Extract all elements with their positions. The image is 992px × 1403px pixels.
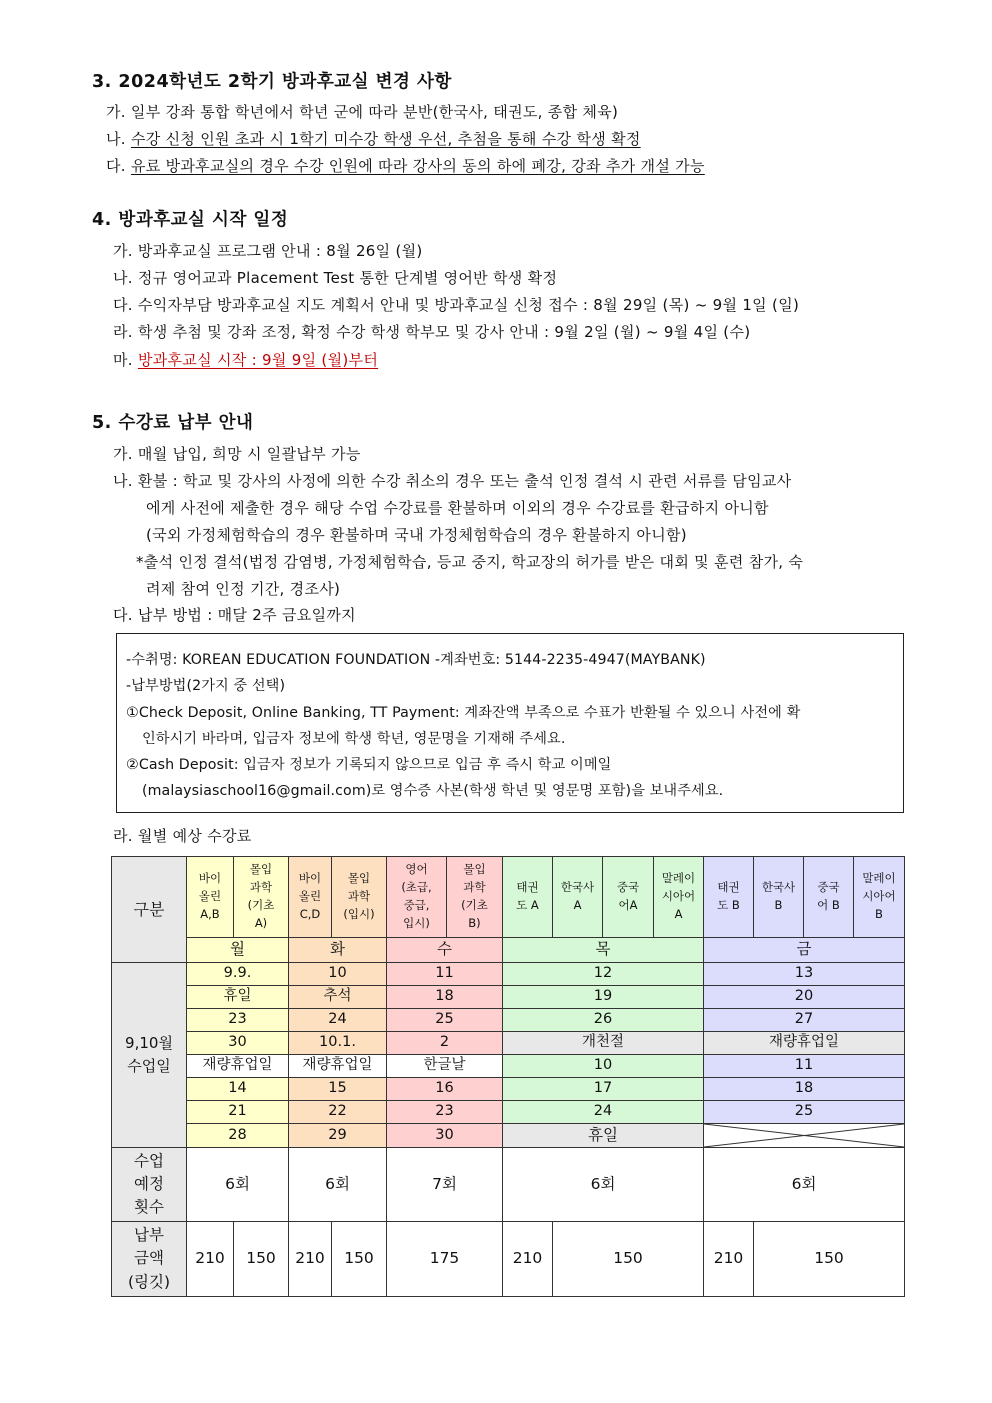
- payee-account-line: -수취명: KOREAN EDUCATION FOUNDATION -계좌번호: 5144-2235-4947(MAYBANK): [126, 652, 706, 668]
- date-cell: 14: [187, 1078, 289, 1101]
- method-2-cont: (malaysiaschool16@gmail.com)로 영수증 사본(학생 학년 및 영문명 포함)을 보내주세요.: [142, 783, 724, 799]
- course-taekwondo-a: 태권 도 A: [503, 857, 553, 938]
- s4-item-da: 다. 수익자부담 방과후교실 지도 계획서 안내 및 방과후교실 신청 접수 : 8월 29일 (목) ~ 9월 1일 (일): [113, 296, 800, 314]
- date-cell: 23: [387, 1101, 503, 1124]
- session-count-row: [112, 1148, 905, 1222]
- fee-schedule-table: [111, 856, 905, 1297]
- date-cell: 26: [503, 1009, 704, 1032]
- fee-cell: 210: [503, 1222, 553, 1297]
- session-count-mon: 6회: [187, 1148, 289, 1222]
- date-cell: 23: [187, 1009, 289, 1032]
- s5-item-na-cont: 에게 사전에 제출한 경우 해당 수업 수강료를 환불하며 이외의 경우 수강료를 환급하지 아니함: [146, 499, 769, 517]
- course-violin-ab: 바이 올린 A,B: [187, 857, 234, 938]
- session-count-thu: 6회: [503, 1148, 704, 1222]
- s3-item-da-text: 유료 방과후교실의 경우 수강 인원에 따라 강사의 동의 하에 폐강, 강좌 추가 개설 가능: [130, 157, 705, 175]
- table-caption: 라. 월별 예상 수강료: [113, 827, 252, 845]
- date-cell: 13: [704, 963, 905, 986]
- session-count-fri: 6회: [704, 1148, 905, 1222]
- date-row: [112, 1055, 905, 1078]
- course-korean-history-a: 한국사 A: [553, 857, 603, 938]
- s3-item-na: [106, 128, 641, 149]
- date-cell: 10: [503, 1055, 704, 1078]
- section-5-title: 5. 수강료 납부 안내: [92, 413, 254, 433]
- session-count-tue: 6회: [289, 1148, 387, 1222]
- date-cell-holiday: 재량휴업일: [704, 1032, 905, 1055]
- date-cell: 25: [387, 1009, 503, 1032]
- date-cell: 25: [704, 1101, 905, 1124]
- date-row: [112, 1101, 905, 1124]
- date-cell: 30: [387, 1124, 503, 1148]
- day-fri: 금: [704, 938, 905, 963]
- fee-row: [112, 1222, 905, 1297]
- fee-label: 납부 금액 (링깃): [112, 1222, 187, 1297]
- s4-item-ma-prefix: 마.: [113, 351, 138, 369]
- s5-item-na: 나. 환불 : 학교 및 강사의 사정에 의한 수강 취소의 경우 또는 출석 인정 결석 시 관련 서류를 담임교사: [113, 472, 792, 490]
- date-cell: 휴일: [187, 986, 289, 1009]
- course-violin-cd: 바이 올린 C,D: [289, 857, 332, 938]
- fee-cell: 210: [187, 1222, 234, 1297]
- date-cell-holiday: 재량휴업일: [187, 1055, 289, 1078]
- date-cell: 10: [289, 963, 387, 986]
- course-english: 영어 (초급, 중급, 입시): [387, 857, 447, 938]
- fee-cell: 210: [704, 1222, 754, 1297]
- section-4-title: 4. 방과후교실 시작 일정: [92, 210, 289, 230]
- s4-item-ga: 가. 방과후교실 프로그램 안내 : 8월 26일 (월): [113, 242, 423, 260]
- fee-cell: 210: [289, 1222, 332, 1297]
- date-row: [112, 1124, 905, 1148]
- dates-label: 9,10월 수업일: [112, 963, 187, 1148]
- method-1-line: ①Check Deposit, Online Banking, TT Payment: 계좌잔액 부족으로 수표가 반환될 수 있으니 사전에 확: [126, 705, 801, 721]
- s3-item-da-prefix: 다.: [106, 157, 131, 175]
- date-row: [112, 986, 905, 1009]
- date-cell: 12: [503, 963, 704, 986]
- payment-methods-line: -납부방법(2가지 중 선택): [126, 678, 286, 694]
- date-cell: 11: [387, 963, 503, 986]
- course-chinese-a: 중국 어A: [603, 857, 654, 938]
- day-mon: 월: [187, 938, 289, 963]
- date-cell: 28: [187, 1124, 289, 1148]
- date-row: [112, 963, 905, 986]
- course-taekwondo-b: 태권 도 B: [704, 857, 754, 938]
- session-count-wed: 7회: [387, 1148, 503, 1222]
- date-row: [112, 1078, 905, 1101]
- date-cell: 16: [387, 1078, 503, 1101]
- s4-item-ma-text: 방과후교실 시작 : 9월 9일 (월)부터: [137, 351, 379, 369]
- date-cell: 10.1.: [289, 1032, 387, 1055]
- day-thu: 목: [503, 938, 704, 963]
- fee-cell: 150: [553, 1222, 704, 1297]
- date-cell-holiday: 한글날: [387, 1055, 503, 1078]
- date-cell: 24: [289, 1009, 387, 1032]
- date-cell: 18: [387, 986, 503, 1009]
- corner-header: 구분: [112, 857, 187, 963]
- course-science-entrance: 몰입 과학 (입시): [332, 857, 387, 938]
- payment-info-box: [116, 633, 904, 813]
- s5-item-da: 다. 납부 방법 : 매달 2주 금요일까지: [113, 606, 356, 624]
- empty-crossed-cell: [704, 1124, 905, 1148]
- s4-item-ma: [113, 349, 378, 370]
- s4-item-ra: 라. 학생 추첨 및 강좌 조정, 확정 수강 학생 학부모 및 강사 안내 : 9월 2일 (월) ~ 9월 4일 (수): [113, 323, 751, 341]
- fee-cell: 150: [234, 1222, 289, 1297]
- day-header-row: [112, 938, 905, 963]
- s5-item-star: *출석 인정 결석(법정 감염병, 가정체험학습, 등교 중지, 학교장의 허가를 받은 대회 및 훈련 참가, 숙: [136, 553, 804, 571]
- s3-item-da: [106, 155, 705, 176]
- s3-item-na-prefix: 나.: [106, 130, 131, 148]
- date-cell: 2: [387, 1032, 503, 1055]
- cross-out-mark: [704, 1124, 904, 1147]
- date-cell-holiday: 재량휴업일: [289, 1055, 387, 1078]
- course-science-basic-a: 몰입 과학 (기초 A): [234, 857, 289, 938]
- date-cell: 11: [704, 1055, 905, 1078]
- s5-item-na-note: (국외 가정체험학습의 경우 환불하며 국내 가정체험학습의 경우 환불하지 아니함): [146, 526, 687, 544]
- date-cell: 추석: [289, 986, 387, 1009]
- day-tue: 화: [289, 938, 387, 963]
- day-wed: 수: [387, 938, 503, 963]
- fee-cell: 150: [332, 1222, 387, 1297]
- date-row: [112, 1032, 905, 1055]
- date-row: [112, 1009, 905, 1032]
- session-count-label: 수업 예정 횟수: [112, 1148, 187, 1222]
- s4-item-na: 나. 정규 영어교과 Placement Test 통한 단계별 영어반 학생 확정: [113, 269, 558, 287]
- fee-cell: 150: [754, 1222, 905, 1297]
- date-cell: 17: [503, 1078, 704, 1101]
- section-3-title: 3. 2024학년도 2학기 방과후교실 변경 사항: [92, 72, 452, 92]
- date-cell: 29: [289, 1124, 387, 1148]
- fee-cell: 175: [387, 1222, 503, 1297]
- date-cell: 22: [289, 1101, 387, 1124]
- date-cell: 19: [503, 986, 704, 1009]
- course-header-row: [112, 857, 905, 938]
- date-cell-holiday: 개천절: [503, 1032, 704, 1055]
- course-science-basic-b: 몰입 과학 (기초 B): [447, 857, 503, 938]
- date-cell: 18: [704, 1078, 905, 1101]
- course-malay-a: 말레이 시아어 A: [654, 857, 704, 938]
- course-chinese-b: 중국 어 B: [804, 857, 854, 938]
- course-korean-history-b: 한국사 B: [754, 857, 804, 938]
- date-cell: 30: [187, 1032, 289, 1055]
- date-cell: 20: [704, 986, 905, 1009]
- date-cell: 9.9.: [187, 963, 289, 986]
- s3-item-ga: 가. 일부 강좌 통합 학년에서 학년 군에 따라 분반(한국사, 태권도, 종합 체육): [106, 103, 619, 121]
- date-cell-holiday: 휴일: [503, 1124, 704, 1148]
- s5-item-ga: 가. 매월 납입, 희망 시 일괄납부 가능: [113, 445, 361, 463]
- date-cell: 27: [704, 1009, 905, 1032]
- method-1-cont: 인하시기 바라며, 입금자 정보에 학생 학년, 영문명을 기재해 주세요.: [142, 731, 566, 747]
- date-cell: 21: [187, 1101, 289, 1124]
- method-2-line: ②Cash Deposit: 입금자 정보가 기록되지 않으므로 입금 후 즉시 학교 이메일: [126, 757, 612, 773]
- course-malay-b: 말레이 시아어 B: [854, 857, 905, 938]
- s3-item-na-text: 수강 신청 인원 초과 시 1학기 미수강 학생 우선, 추첨을 통해 수강 학생 확정: [130, 130, 641, 148]
- date-cell: 15: [289, 1078, 387, 1101]
- s5-item-star-cont: 려제 참여 인정 기간, 경조사): [146, 580, 341, 598]
- date-cell: 24: [503, 1101, 704, 1124]
